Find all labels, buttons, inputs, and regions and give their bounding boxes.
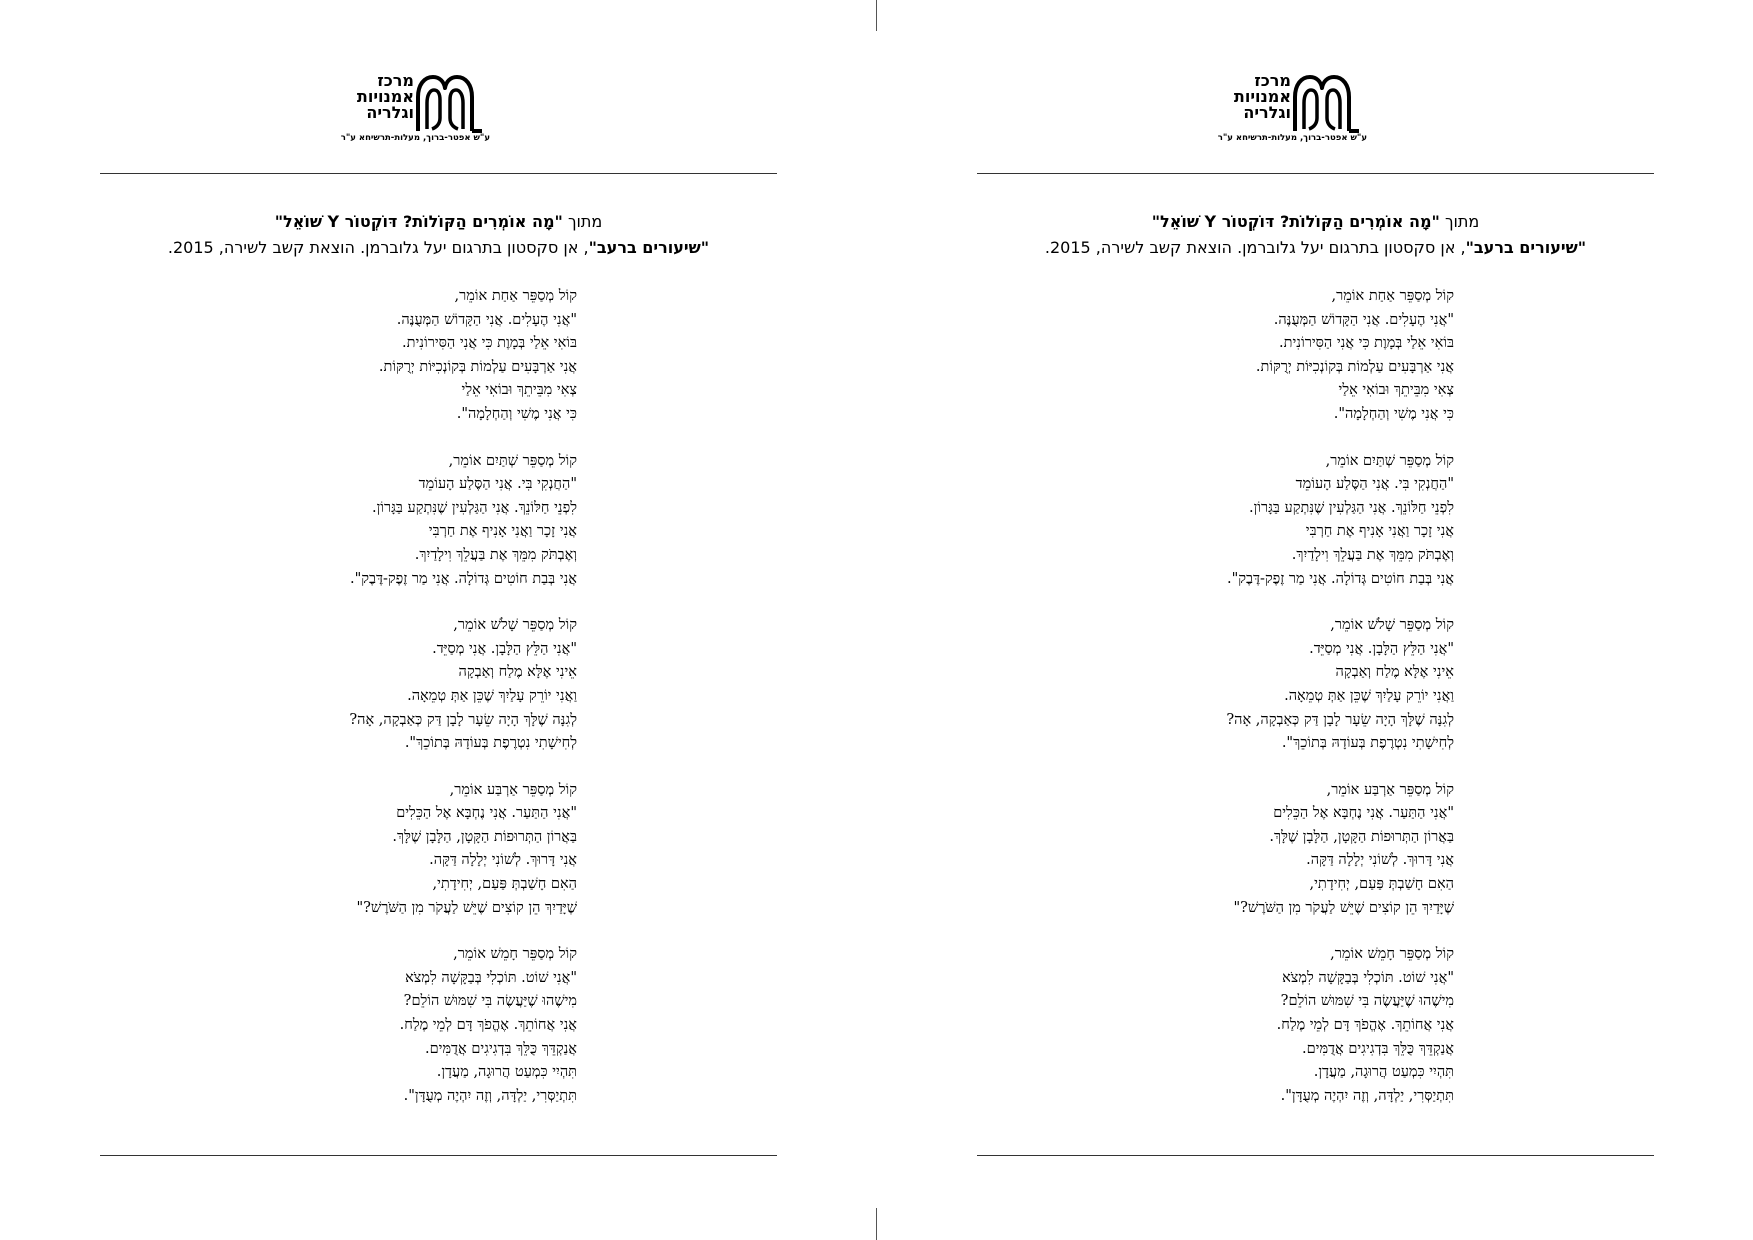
poem-line: "הַחֲנְקִי בִּי. אֲנִי הַסֶּלַע הָעוֹמֵד [418, 476, 577, 493]
poem-line: קוֹל מְסַפֵּר אַרְבַּע אוֹמֵר, [1326, 781, 1454, 798]
poem-line: תִּהְיִי כִּמְעַט הֲרוּגָה, מַעֲדָן. [1313, 1064, 1454, 1081]
poem-line: אֲנִי דָּרוּךְ. לְשׁוֹנִי יְלָלָה דַּקָּה. [1306, 852, 1454, 869]
footer-rule [977, 1155, 1654, 1156]
poem-line: צְאִי מִבֵּיתֵךְ וּבוֹאִי אֵלַי [1338, 382, 1454, 399]
poem-line: שֶׁיָּדַיִךְ הֵן קוֹצִים שֶׁיֵּשׁ לַעֲקֹר מִן הַשֹּׁרֶשׁ?" [356, 899, 577, 916]
poem-line: קוֹל מְסַפֵּר שְׁתַּיִם אוֹמֵר, [1325, 452, 1454, 469]
poem-stanza [157, 943, 577, 1108]
poem-line: בּוֹאִי אֵלַי בְּמָוֶת כִּי אֲנִי הַסִּירוֹנִית. [402, 335, 577, 352]
poem-line: צְאִי מִבֵּיתֵךְ וּבוֹאִי אֵלַי [461, 382, 577, 399]
poem-line: אֲנִי אַרְבָּעִים עַלְמוֹת בְּקוֹנְכִיּוֹת יְרֻקּוֹת. [1255, 358, 1454, 375]
book-title: "שיעורים ברעב" [588, 238, 710, 257]
top-fold-mark [876, 0, 877, 31]
poem-line: תִּתְיַסְּרִי, יַלְדָּה, וְזֶה יִהְיֶה מְעֻדָּן". [403, 1087, 577, 1104]
poem-line: הַאִם חָשַׁבְתְּ פַּעַם, יְחִידָתִי, [432, 876, 577, 893]
logo-line-2: אמנויות [1233, 87, 1291, 106]
poem-line: אֵינִי אֶלָּא מֶלַח וְאַבְקָה [458, 664, 577, 681]
poem-line: אֲנַקְדֵּךְ כֻּלֵּךְ בִּדְגִיגִים אֲדֻמִּים. [424, 1040, 577, 1057]
poem-line: אֲנִי בְּבַת חוֹטִים גְּדוֹלָה. אֲנִי מַר זֶפֶק-דֶּבֶק". [1226, 570, 1454, 587]
poem-stanza [1034, 943, 1454, 1108]
poem-line: אֲנִי אֲחוֹתֵךְ. אֶהֱפֹךְ דָּם לְמֵי מֶלַח. [1276, 1017, 1454, 1034]
poem-line: לְגִנָּה שֶׁלָּךְ הָיָה שֵׂעָר לָבָן דַּק כְּאַבְקָה, אָה? [349, 711, 577, 728]
poem-title: "מָה אוֹמְרִים הַקּוֹלוֹת? דּוֹקְטוֹר Y שׁוֹאֵל" [1151, 212, 1440, 231]
heading-prefix: מתוך [1444, 212, 1480, 231]
poem-body [1034, 285, 1454, 1131]
poem-line: וְאֶבְתֹּק מִמֵּךְ אֶת בַּעֲלֵךְ וִילָדַיִךְ. [1291, 546, 1454, 563]
heading-prefix: מתוך [567, 212, 603, 231]
poem-line: אֲנִי בְּבַת חוֹטִים גְּדוֹלָה. אֲנִי מַר זֶפֶק-דֶּבֶק". [349, 570, 577, 587]
poem-line: בַּאֲרוֹן הַתְּרוּפוֹת הַקָּטָן, הַלָּבָן שֶׁלָּךְ. [1269, 828, 1454, 845]
poem-line: אֲנִי אַרְבָּעִים עַלְמוֹת בְּקוֹנְכִיּוֹת יְרֻקּוֹת. [378, 358, 577, 375]
poem-stanza [157, 285, 577, 427]
gallery-logo [340, 71, 504, 151]
poem-line: לְחִישָׁתִי נִטְרֶפֶת בְּעוֹדָהּ בְּתוֹכֵךְ". [404, 735, 577, 752]
poem-line: "הַחֲנְקִי בִּי. אֲנִי הַסֶּלַע הָעוֹמֵד [1295, 476, 1454, 493]
page-left [100, 0, 777, 1240]
poem-line: "אֲנִי הַלֵּץ הַלָּבָן. אֲנִי מְסַיֵּד. [1309, 640, 1454, 657]
poem-stanza [1034, 779, 1454, 921]
poem-line: הַאִם חָשַׁבְתְּ פַּעַם, יְחִידָתִי, [1309, 876, 1454, 893]
logo-line-2: אמנויות [356, 87, 414, 106]
poem-line: בּוֹאִי אֵלַי בְּמָוֶת כִּי אֲנִי הַסִּירוֹנִית. [1279, 335, 1454, 352]
poem-stanza [157, 779, 577, 921]
book-title: "שיעורים ברעב" [1465, 238, 1587, 257]
poem-line: "אֲנִי שׁוֹט. תּוֹכְלִי בְּבַקָּשָׁה לִמְצֹא [405, 969, 577, 986]
poem-line: אֲנִי דָּרוּךְ. לְשׁוֹנִי יְלָלָה דַּקָּה. [429, 852, 577, 869]
poem-line: מִישֶׁהוּ שֶׁיַּעֲשֶׂה בִּי שִׁמּוּשׁ הוֹלֵם? [403, 993, 577, 1010]
bottom-fold-mark [876, 1208, 877, 1240]
logo-line-3: וגלריה [366, 103, 414, 122]
poem-line: בַּאֲרוֹן הַתְּרוּפוֹת הַקָּטָן, הַלָּבָן שֶׁלָּךְ. [392, 828, 577, 845]
poem-line: קוֹל מְסַפֵּר חָמֵשׁ אוֹמֵר, [453, 946, 577, 963]
poem-line: קוֹל מְסַפֵּר שְׁתַּיִם אוֹמֵר, [448, 452, 577, 469]
poem-stanza [157, 450, 577, 592]
poem-line: קוֹל מְסַפֵּר אַחַת אוֹמֵר, [1331, 288, 1454, 304]
poem-line: אֲנִי זָכָר וַאֲנִי אָנִיף אֶת חַרְבִּי [1305, 523, 1454, 540]
poem-line: קוֹל מְסַפֵּר חָמֵשׁ אוֹמֵר, [1330, 946, 1454, 963]
poem-line: אֲנַקְדֵּךְ כֻּלֵּךְ בִּדְגִיגִים אֲדֻמִּים. [1301, 1040, 1454, 1057]
poem-line: "אֲנִי הֶעָלִים. אֲנִי הַקָּדוֹשׁ הַמְּעֻנֶּה. [396, 311, 577, 328]
poem-title: "מָה אוֹמְרִים הַקּוֹלוֹת? דּוֹקְטוֹר Y שׁוֹאֵל" [274, 212, 563, 231]
poem-stanza [1034, 614, 1454, 756]
source-heading-line-1 [977, 208, 1654, 235]
poem-line: תִּתְיַסְּרִי, יַלְדָּה, וְזֶה יִהְיֶה מְעֻדָּן". [1280, 1087, 1454, 1104]
poem-line: "אֲנִי שׁוֹט. תּוֹכְלִי בְּבַקָּשָׁה לִמְצֹא [1282, 969, 1454, 986]
header-rule [100, 173, 777, 174]
poem-line: כִּי אֲנִי מֶשִׁי וְהַחְלָמָה". [456, 405, 577, 422]
poem-line: אֲנִי אֲחוֹתֵךְ. אֶהֱפֹךְ דָּם לְמֵי מֶלַח. [399, 1017, 577, 1034]
book-credits: , אן סקסטון בתרגום יעל גלוברמן. הוצאת קשב לשירה, 2015. [167, 238, 589, 257]
poem-line: תִּהְיִי כִּמְעַט הֲרוּגָה, מַעֲדָן. [436, 1064, 577, 1081]
poem-line: קוֹל מְסַפֵּר אַרְבַּע אוֹמֵר, [449, 781, 577, 798]
poem-line: וַאֲנִי יוֹרֵק עָלַיִךְ שֶׁכֵּן אַתְּ טְמֵאָה. [1284, 687, 1454, 704]
poem-line: "אֲנִי הַלֵּץ הַלָּבָן. אֲנִי מְסַיֵּד. [432, 640, 577, 657]
poem-line: אֵינִי אֶלָּא מֶלַח וְאַבְקָה [1335, 664, 1454, 681]
page-right [977, 0, 1654, 1240]
logo-line-1: מרכז [377, 71, 414, 90]
poem-line: קוֹל מְסַפֵּר שָׁלֹשׁ אוֹמֵר, [1330, 617, 1454, 634]
book-credits: , אן סקסטון בתרגום יעל גלוברמן. הוצאת קשב לשירה, 2015. [1044, 238, 1466, 257]
poem-line: קוֹל מְסַפֵּר שָׁלֹשׁ אוֹמֵר, [453, 617, 577, 634]
poem-line: "אֲנִי הַתַּעַר. אֲנִי נֶחְבָּא אֶל הַכֵּלִים [1273, 805, 1454, 822]
gallery-logo [1217, 71, 1381, 151]
poem-line: "אֲנִי הֶעָלִים. אֲנִי הַקָּדוֹשׁ הַמְּעֻנֶּה. [1273, 311, 1454, 328]
poem-body [157, 285, 577, 1131]
poem-line: אֲנִי זָכָר וַאֲנִי אָנִיף אֶת חַרְבִּי [428, 523, 577, 540]
poem-line: שֶׁיָּדַיִךְ הֵן קוֹצִים שֶׁיֵּשׁ לַעֲקֹר מִן הַשֹּׁרֶשׁ?" [1233, 899, 1454, 916]
poem-stanza [157, 614, 577, 756]
poem-stanza [1034, 285, 1454, 427]
poem-stanza [1034, 450, 1454, 592]
logo-line-1: מרכז [1254, 71, 1291, 90]
source-heading-line-2 [100, 234, 777, 261]
poem-line: וְאֶבְתֹּק מִמֵּךְ אֶת בַּעֲלֵךְ וִילָדַיִךְ. [414, 546, 577, 563]
header-rule [977, 173, 1654, 174]
poem-line: לְחִישָׁתִי נִטְרֶפֶת בְּעוֹדָהּ בְּתוֹכֵךְ". [1281, 735, 1454, 752]
source-heading-line-2 [977, 234, 1654, 261]
logo-subtitle: ע"ש אפטר-ברוך, מעלות-תרשיחא ע"ר [1217, 133, 1367, 143]
poem-line: לִפְנֵי חַלּוֹנֵךְ. אֲנִי הַגַּלְעִין שֶׁנִּתְקַע בַּגָּרוֹן. [372, 499, 577, 516]
logo-subtitle: ע"ש אפטר-ברוך, מעלות-תרשיחא ע"ר [340, 133, 490, 143]
poem-line: קוֹל מְסַפֵּר אַחַת אוֹמֵר, [454, 288, 577, 304]
poem-line: כִּי אֲנִי מֶשִׁי וְהַחְלָמָה". [1333, 405, 1454, 422]
poem-line: לְגִנָּה שֶׁלָּךְ הָיָה שֵׂעָר לָבָן דַּק כְּאַבְקָה, אָה? [1226, 711, 1454, 728]
poem-line: לִפְנֵי חַלּוֹנֵךְ. אֲנִי הַגַּלְעִין שֶׁנִּתְקַע בַּגָּרוֹן. [1249, 499, 1454, 516]
logo-line-3: וגלריה [1243, 103, 1291, 122]
source-heading-line-1 [100, 208, 777, 235]
poem-line: וַאֲנִי יוֹרֵק עָלַיִךְ שֶׁכֵּן אַתְּ טְמֵאָה. [407, 687, 577, 704]
footer-rule [100, 1155, 777, 1156]
poem-line: מִישֶׁהוּ שֶׁיַּעֲשֶׂה בִּי שִׁמּוּשׁ הוֹלֵם? [1280, 993, 1454, 1010]
poem-line: "אֲנִי הַתַּעַר. אֲנִי נֶחְבָּא אֶל הַכֵּלִים [396, 805, 577, 822]
